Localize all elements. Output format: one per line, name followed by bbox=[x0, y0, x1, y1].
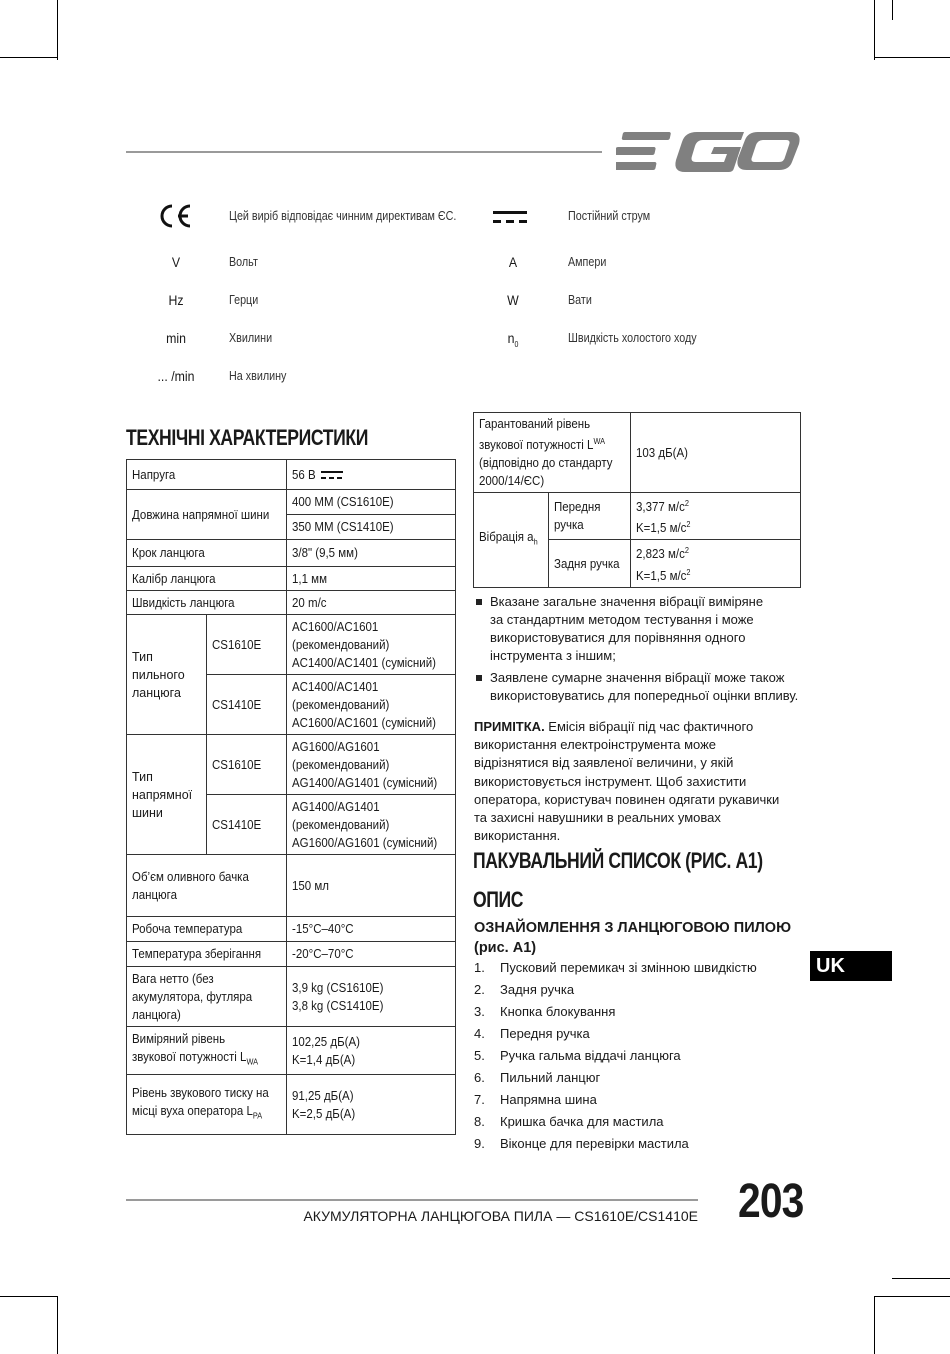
list-item: 3. Кнопка блокування bbox=[474, 1004, 616, 1019]
table-row: CS1410E AC1400/AC1401 (рекомендований) AC1600/AC1601 (сумісний) bbox=[127, 675, 456, 735]
footer-rule bbox=[126, 1199, 698, 1201]
symbol-desc: Швидкість холостого ходу bbox=[568, 331, 697, 345]
noise-vibration-table bbox=[473, 412, 801, 588]
crop-mark bbox=[892, 0, 893, 20]
table-row: Об’єм оливного бачка ланцюга 150 мл bbox=[127, 855, 456, 917]
table-row: Калібр ланцюга 1,1 мм bbox=[127, 567, 456, 591]
crop-mark bbox=[57, 1296, 58, 1354]
table-row: CS1410E AG1400/AG1401 (рекомендований) AG1600/AG1601 (сумісний) bbox=[127, 795, 456, 855]
table-row: Рівень звукового тиску на місці вуха оператора $L_{PA}$ 91,25 дБ(A) K=2,5 дБ(A) bbox=[127, 1075, 456, 1135]
symbol-desc: Постійний струм bbox=[568, 209, 651, 223]
table-row: Виміряний рівень звукової потужності $L_{WA}$ 102,25 дБ(A) K=1,4 дБ(A) bbox=[127, 1027, 456, 1075]
crop-mark bbox=[0, 1296, 58, 1297]
table-row: Робоча температура -15°C–40°C bbox=[127, 917, 456, 942]
direct-current bbox=[463, 205, 563, 229]
list-item: 6. Пильний ланцюг bbox=[474, 1070, 601, 1085]
language-tab: UK bbox=[810, 951, 892, 981]
direct-current-icon bbox=[463, 205, 563, 229]
table-row: Гарантований рівень звукової потужності $L^{WA}$ (відповідно до стандарту 2000/14/ЄС) 103 дБ(A) bbox=[474, 413, 801, 493]
table-row: 350 ММ (CS1410E) bbox=[127, 515, 456, 540]
parts-list bbox=[474, 960, 804, 1158]
symbol-desc: Герци bbox=[229, 293, 259, 307]
symbol: ... /min bbox=[157, 368, 195, 384]
footer-title: АКУМУЛЯТОРНА ЛАНЦЮГОВА ПИЛА — CS1610E/CS1410E bbox=[303, 1208, 698, 1224]
symbol-desc: Цей виріб відповідає чинним директивам ЄС. bbox=[229, 209, 457, 223]
symbol: V bbox=[171, 254, 181, 270]
table-row: Напруга 56 В bbox=[127, 460, 456, 490]
list-item: 5. Ручка гальма віддачі ланцюга bbox=[474, 1048, 681, 1063]
table-row: Вага нетто (без акумулятора, футляра ланцюга) 3,9 kg (CS1610E) 3,8 kg (CS1410E) bbox=[127, 967, 456, 1027]
table-row: Вібрація $a_h$ Передня ручка 3,377 $м/с^2$ K=1,5 $м/с^2$ bbox=[474, 493, 801, 540]
list-item: 8. Кришка бачка для мастила bbox=[474, 1114, 664, 1129]
page-number: 203 bbox=[738, 1175, 804, 1228]
symbol-desc: Вольт bbox=[229, 255, 258, 269]
ce-mark-icon bbox=[126, 200, 226, 232]
crop-mark bbox=[874, 57, 950, 58]
crop-mark bbox=[874, 1296, 950, 1297]
symbol: $n_0$ bbox=[507, 330, 519, 349]
table-row: Тип напрямної шини CS1610E AG1600/AG1601 (рекомендований) AG1400/AG1401 (сумісний) bbox=[127, 735, 456, 795]
list-item: 9. Віконце для перевірки мастила bbox=[474, 1136, 689, 1151]
crop-mark bbox=[874, 0, 875, 60]
crop-mark bbox=[874, 1296, 875, 1354]
table-row: Тип пильного ланцюга CS1610E AC1600/AC1601 (рекомендований) AC1400/AC1401 (сумісний) bbox=[127, 615, 456, 675]
crop-mark bbox=[57, 0, 58, 60]
ego-logo bbox=[616, 128, 802, 174]
symbol-desc: Хвилини bbox=[229, 331, 273, 345]
symbol: A bbox=[508, 254, 518, 270]
table-row: Довжина напрямної шини 400 ММ (CS1610E) bbox=[127, 490, 456, 515]
specs-title: ТЕХНІЧНІ ХАРАКТЕРИСТИКИ bbox=[126, 425, 368, 450]
description-title: ОПИС bbox=[473, 887, 524, 912]
intro-title: ОЗНАЙОМЛЕННЯ З ЛАНЦЮГОВОЮ ПИЛОЮ (рис. A1) bbox=[474, 920, 792, 956]
list-item: 4. Передня ручка bbox=[474, 1026, 590, 1041]
note-paragraph: ПРИМІТКА. Емісія вібрації під час фактичного використання електроінструмента може відрізнятися від заявленої величини, у якій використовується інструмент. Щоб захистити оператора, користувач повинен одягати рукавички та захисні навушники в реальних умовах використання. bbox=[474, 719, 780, 844]
vibration-notes bbox=[474, 593, 804, 709]
crop-mark bbox=[892, 1278, 950, 1279]
direct-current-icon bbox=[321, 469, 343, 481]
list-item: 2. Задня ручка bbox=[474, 982, 575, 997]
specs-table bbox=[126, 459, 456, 1135]
list-item: 1. Пусковий перемикач зі змінною швидкістю bbox=[474, 960, 757, 975]
symbol: Hz bbox=[168, 292, 184, 308]
symbol: W bbox=[507, 292, 519, 308]
list-item: Вказане загальне значення вібрації виміряне за стандартним методом тестування і може використовуватися для порівняння одного інструмента з іншим; bbox=[474, 593, 804, 665]
list-item: Заявлене сумарне значення вібрації може також використовуватись для попередньої оцінки впливу. bbox=[474, 669, 804, 705]
ce-mark bbox=[126, 200, 226, 232]
table-row: Температура зберігання -20°C–70°C bbox=[127, 942, 456, 967]
table-row: Задня ручка 2,823 $м/с^2$ K=1,5 $м/с^2$ bbox=[474, 540, 801, 587]
symbol-desc: Ампери bbox=[568, 255, 607, 269]
table-row: Швидкість ланцюга 20 m/c bbox=[127, 591, 456, 615]
symbol-desc: Вати bbox=[568, 293, 592, 307]
symbol: min bbox=[166, 330, 186, 346]
packing-list-title: ПАКУВАЛЬНИЙ СПИСОК (РИС. A1) bbox=[473, 848, 763, 873]
crop-mark bbox=[0, 57, 58, 58]
symbol-desc: На хвилину bbox=[229, 369, 287, 383]
header-rule bbox=[126, 151, 602, 153]
list-item: 7. Напрямна шина bbox=[474, 1092, 597, 1107]
table-row: Крок ланцюга 3/8" (9,5 мм) bbox=[127, 540, 456, 567]
